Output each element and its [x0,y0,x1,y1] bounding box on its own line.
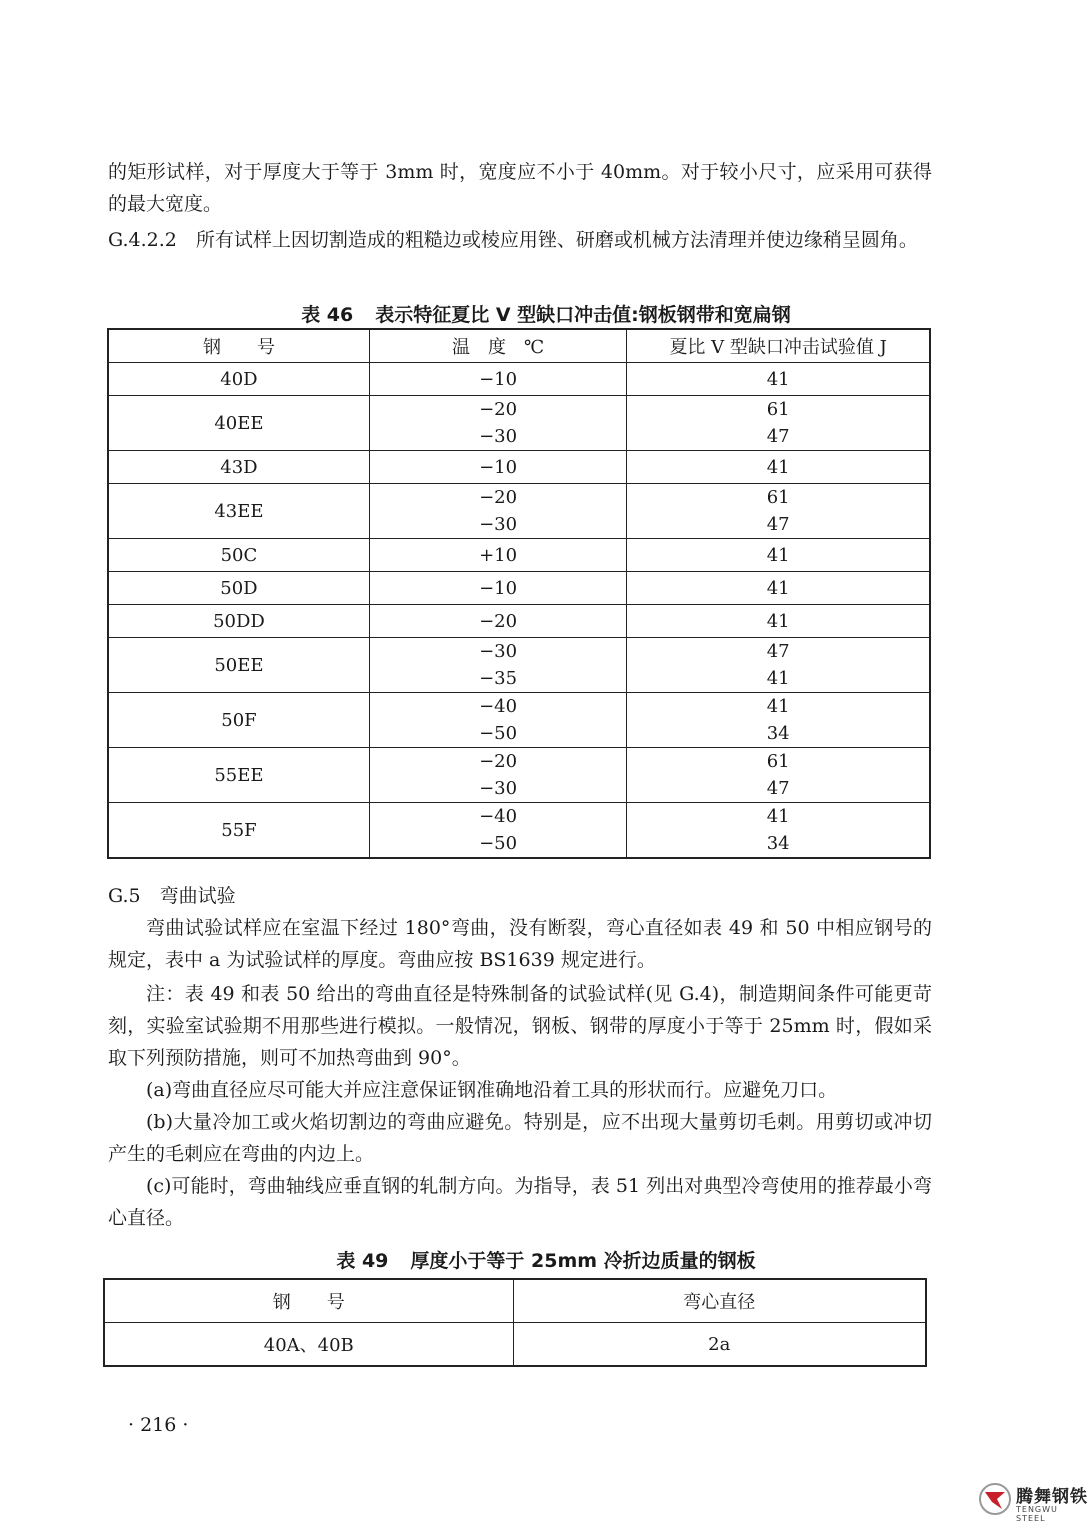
table-row [108,363,930,396]
impact-value: 41 [766,368,790,390]
impact-value: 41 [766,544,790,566]
table46-cell-grade: 50EE [108,638,369,693]
table46-cell-impact-value [627,693,930,748]
impact-value: 41 [766,806,790,827]
table49-cell-bend-diameter: 2a [513,1323,926,1367]
watermark-logo [978,1480,1090,1523]
impact-value: 41 [766,668,790,689]
page-number: · 216 · [128,1414,189,1436]
table46-cell-impact-value [627,363,930,396]
impact-value: 34 [766,723,790,744]
section-g5-paragraph: 弯曲试验试样应在室温下经过 180°弯曲，没有断裂，弯心直径如表 49 和 50 中相应钢号的规定，表中 a 为试验试样的厚度。弯曲应按 BS1639 规定进行。 [108,917,932,971]
table-row [108,605,930,638]
table46-header-grade: 钢 号 [108,329,369,363]
table46-cell-impact-value [627,638,930,693]
paragraph-intro: 的矩形试样，对于厚度大于等于 3mm 时，宽度应不小于 40mm。对于较小尺寸，应采用可获得的最大宽度。 [108,161,932,215]
temperature-value: −40 [479,696,518,717]
table46-cell-impact-value [627,605,930,638]
table46-cell-temperature [369,605,626,638]
table46-cell-impact-value [627,451,930,484]
table46-cell-temperature [369,451,626,484]
table46-cell-grade: 43D [108,451,369,484]
impact-value: 41 [766,456,790,478]
impact-value: 61 [766,487,790,508]
table46-caption-number: 表 46 [301,304,354,326]
temperature-value: −20 [479,487,518,508]
temperature-value: −10 [479,368,518,390]
temperature-value: −50 [479,723,518,744]
table46-cell-grade: 50D [108,572,369,605]
table49-row [104,1323,926,1367]
table49-header-grade: 钢 号 [104,1279,513,1323]
table49-header-bend-diameter: 弯心直径 [513,1279,926,1323]
table46-cell-impact-value [627,396,930,451]
table46 [107,328,931,859]
table46-cell-temperature [369,803,626,859]
impact-value: 41 [766,696,790,717]
table46-cell-grade: 40D [108,363,369,396]
table46-cell-impact-value [627,803,930,859]
table49 [103,1278,927,1367]
section-g5-item-a: (a)弯曲直径应尽可能大并应注意保证钢准确地沿着工具的形状而行。应避免刀口。 [146,1079,838,1101]
temperature-value: −35 [479,668,518,689]
section-g5-note: 注：表 49 和表 50 给出的弯曲直径是特殊制备的试验试样(见 G.4)，制造期间条件可能更苛刻，实验室试验期不用那些进行模拟。一般情况，钢板、钢带的厚度小于等于 25mm 时，假如采取下列预防措施，则可不加热弯曲到 90°。 [108,983,932,1069]
table49-cell-grade: 40A、40B [104,1323,513,1367]
table46-cell-impact-value [627,484,930,539]
temperature-value: −30 [479,778,518,799]
table46-cell-temperature [369,693,626,748]
temperature-value: +10 [479,544,518,566]
impact-value: 47 [766,514,790,535]
impact-value: 61 [766,751,790,772]
table49-caption-title: 厚度小于等于 25mm 冷折边质量的钢板 [410,1250,756,1272]
temperature-value: −20 [479,399,518,420]
temperature-value: −30 [479,514,518,535]
table46-cell-grade: 55EE [108,748,369,803]
temperature-value: −50 [479,833,518,854]
table46-caption-title: 表示特征夏比 V 型缺口冲击值:钢板钢带和宽扁钢 [375,304,791,326]
table-row [108,451,930,484]
table49-caption [0,1246,1092,1273]
logo-text-chinese: 腾舞钢铁 [1016,1487,1088,1507]
table46-cell-temperature [369,396,626,451]
impact-value: 41 [766,610,790,632]
impact-value: 47 [766,641,790,662]
section-g5-item-b: (b)大量冷加工或火焰切割边的弯曲应避免。特别是，应不出现大量剪切毛刺。用剪切或冲切产生的毛刺应在弯曲的内边上。 [108,1111,932,1165]
logo-text-english: TENGWU STEEL [1016,1505,1058,1523]
table-row [108,693,930,748]
paragraph-g4-2-2: G.4.2.2 所有试样上因切割造成的粗糙边或棱应用锉、研磨或机械方法清理并使边缘稍呈圆角。 [108,229,918,251]
table46-cell-grade: 50C [108,539,369,572]
table46-cell-grade: 50DD [108,605,369,638]
impact-value: 41 [766,577,790,599]
table46-cell-temperature [369,638,626,693]
table-row [108,539,930,572]
impact-value: 61 [766,399,790,420]
impact-value: 47 [766,778,790,799]
temperature-value: −30 [479,641,518,662]
table46-cell-temperature [369,363,626,396]
section-g5-heading: G.5 弯曲试验 [108,885,236,907]
table46-cell-grade: 55F [108,803,369,859]
temperature-value: −30 [479,426,518,447]
temperature-value: −20 [479,751,518,772]
table49-header-row [104,1279,926,1323]
table-row [108,748,930,803]
table46-caption [0,300,1092,327]
temperature-value: −10 [479,577,518,599]
impact-value: 47 [766,426,790,447]
table46-cell-impact-value [627,748,930,803]
temperature-value: −10 [479,456,518,478]
table46-header-row [108,329,930,363]
impact-value: 34 [766,833,790,854]
table46-cell-grade: 40EE [108,396,369,451]
table-row [108,803,930,859]
temperature-value: −40 [479,806,518,827]
table46-header-impact-value: 夏比 V 型缺口冲击试验值 J [627,329,930,363]
temperature-value: −20 [479,610,518,632]
table-row [108,572,930,605]
table46-cell-impact-value [627,539,930,572]
table46-cell-temperature [369,748,626,803]
table46-cell-temperature [369,484,626,539]
table46-cell-grade: 43EE [108,484,369,539]
table46-cell-impact-value [627,572,930,605]
table46-cell-grade: 50F [108,693,369,748]
table-row [108,396,930,451]
table-row [108,484,930,539]
table49-caption-number: 表 49 [336,1250,389,1272]
table46-header-temperature: 温 度 ℃ [369,329,626,363]
table46-cell-temperature [369,572,626,605]
section-g5-item-c: (c)可能时，弯曲轴线应垂直钢的轧制方向。为指导，表 51 列出对典型冷弯使用的推荐最小弯心直径。 [108,1175,932,1229]
table46-cell-temperature [369,539,626,572]
tengwu-logo-icon [978,1482,1012,1516]
table-row [108,638,930,693]
